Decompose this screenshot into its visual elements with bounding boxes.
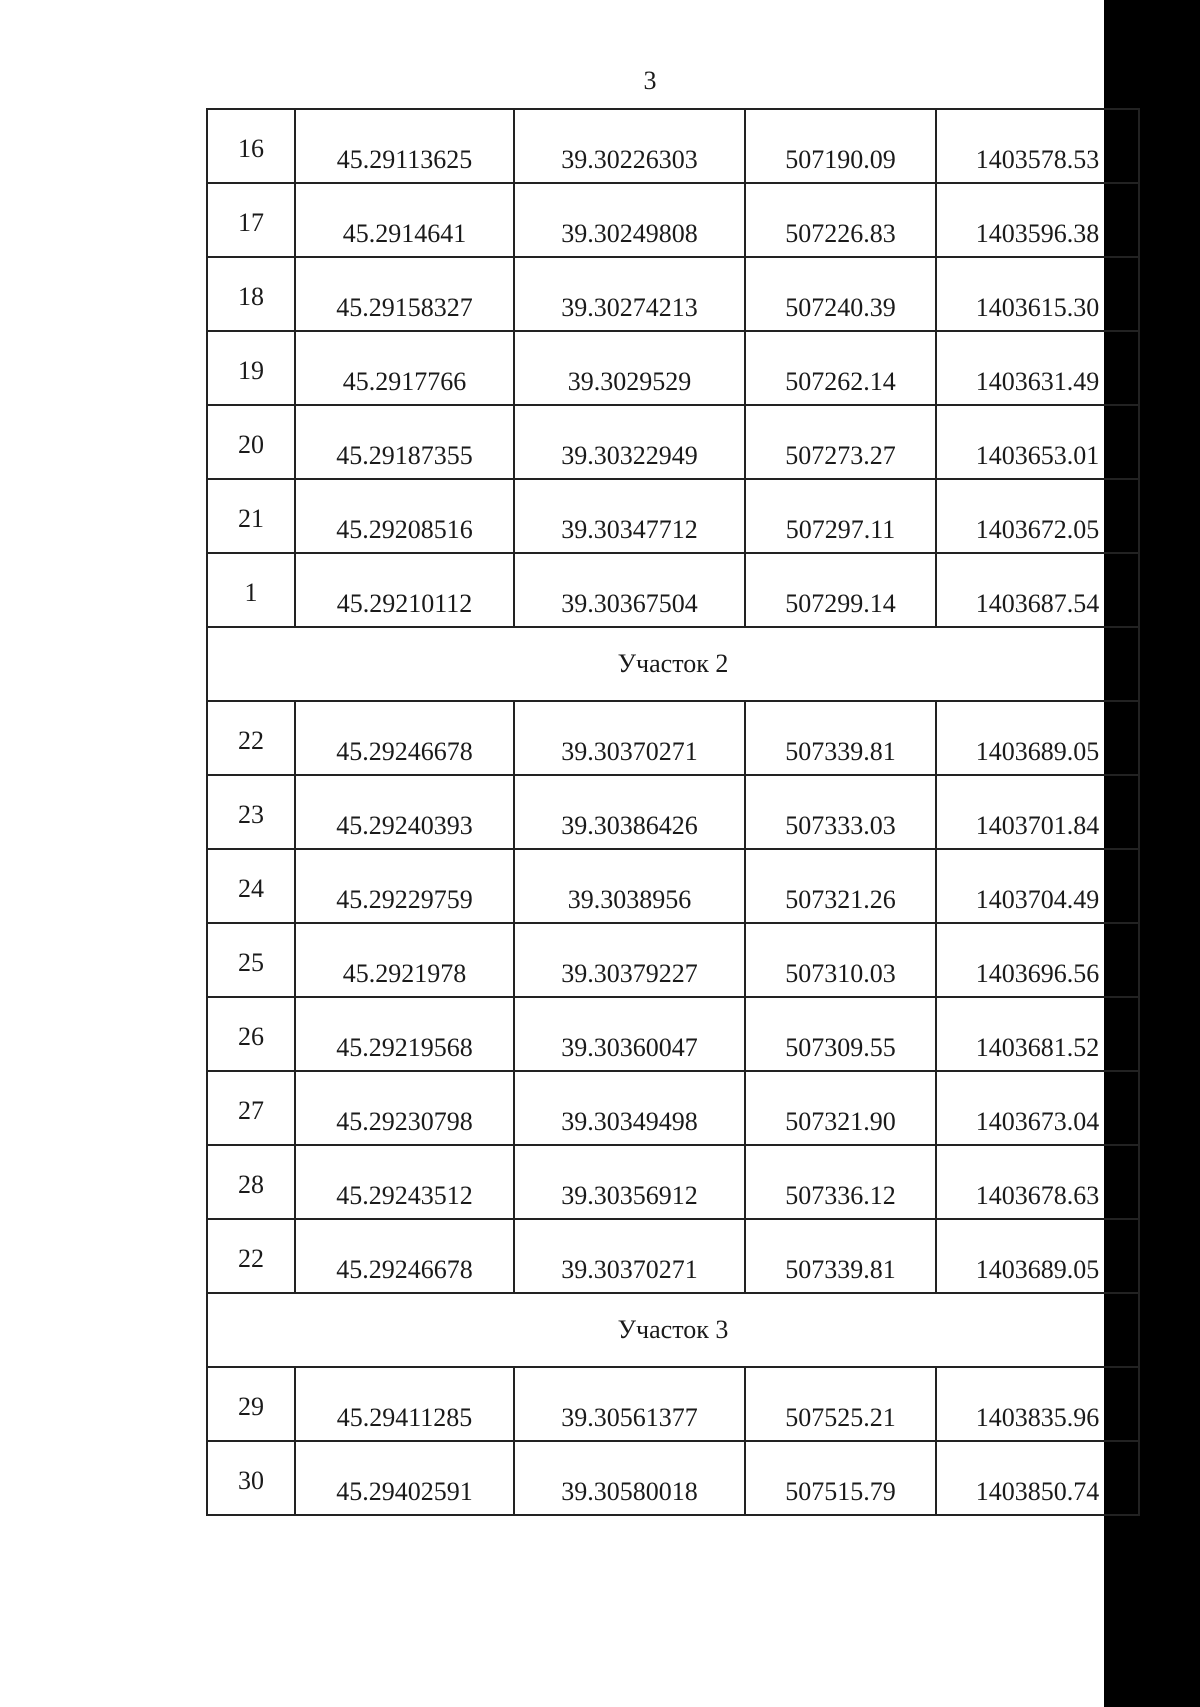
y-coordinate-cell bbox=[936, 701, 1139, 775]
x-coordinate-cell-text: 507321.26 bbox=[785, 885, 896, 914]
point-number bbox=[207, 923, 295, 997]
y-coordinate-cell bbox=[936, 405, 1139, 479]
point-number bbox=[207, 1071, 295, 1145]
x-coordinate-cell-text: 507310.03 bbox=[785, 959, 896, 988]
longitude-cell bbox=[514, 109, 745, 183]
x-coordinate-cell bbox=[745, 701, 936, 775]
latitude-cell bbox=[295, 109, 514, 183]
point-number-text: 18 bbox=[238, 282, 264, 311]
point-number-text: 21 bbox=[238, 504, 264, 533]
table-row bbox=[207, 923, 1139, 997]
longitude-cell-text: 39.30379227 bbox=[561, 959, 698, 988]
y-coordinate-cell-text: 1403653.01 bbox=[975, 441, 1100, 470]
table-row bbox=[207, 1441, 1139, 1515]
table-row bbox=[207, 183, 1139, 257]
y-coordinate-cell-text: 1403687.54 bbox=[975, 589, 1100, 618]
y-coordinate-cell-text: 1403596.38 bbox=[975, 219, 1100, 248]
longitude-cell bbox=[514, 183, 745, 257]
point-number-text: 19 bbox=[238, 356, 264, 385]
latitude-cell-text: 45.29158327 bbox=[336, 293, 473, 322]
longitude-cell bbox=[514, 923, 745, 997]
longitude-cell-text: 39.3029529 bbox=[567, 367, 692, 396]
longitude-cell bbox=[514, 997, 745, 1071]
point-number-text: 22 bbox=[238, 726, 264, 755]
y-coordinate-cell bbox=[936, 923, 1139, 997]
point-number bbox=[207, 775, 295, 849]
y-coordinate-cell-text: 1403701.84 bbox=[975, 811, 1100, 840]
point-number bbox=[207, 1441, 295, 1515]
table-row bbox=[207, 109, 1139, 183]
point-number-text: 26 bbox=[238, 1022, 264, 1051]
point-number bbox=[207, 1219, 295, 1293]
x-coordinate-cell bbox=[745, 1145, 936, 1219]
y-coordinate-cell-text: 1403678.63 bbox=[975, 1181, 1100, 1210]
table-row bbox=[207, 775, 1139, 849]
latitude-cell bbox=[295, 553, 514, 627]
table-row bbox=[207, 849, 1139, 923]
y-coordinate-cell-text: 1403672.05 bbox=[975, 515, 1100, 544]
latitude-cell bbox=[295, 1071, 514, 1145]
x-coordinate-cell-text: 507309.55 bbox=[785, 1033, 896, 1062]
x-coordinate-cell-text: 507339.81 bbox=[785, 737, 896, 766]
x-coordinate-cell bbox=[745, 405, 936, 479]
table-row bbox=[207, 257, 1139, 331]
longitude-cell bbox=[514, 775, 745, 849]
table-row bbox=[207, 331, 1139, 405]
longitude-cell-text: 39.30349498 bbox=[561, 1107, 698, 1136]
latitude-cell-text: 45.29229759 bbox=[336, 885, 473, 914]
point-number-text: 25 bbox=[238, 948, 264, 977]
y-coordinate-cell-text: 1403704.49 bbox=[975, 885, 1100, 914]
y-coordinate-cell bbox=[936, 553, 1139, 627]
longitude-cell-text: 39.30370271 bbox=[561, 737, 698, 766]
longitude-cell bbox=[514, 405, 745, 479]
point-number bbox=[207, 849, 295, 923]
x-coordinate-cell bbox=[745, 775, 936, 849]
x-coordinate-cell bbox=[745, 1367, 936, 1441]
latitude-cell-text: 45.29230798 bbox=[336, 1107, 473, 1136]
point-number-text: 1 bbox=[244, 578, 258, 607]
latitude-cell-text: 45.29243512 bbox=[336, 1181, 473, 1210]
latitude-cell-text: 45.29240393 bbox=[336, 811, 473, 840]
x-coordinate-cell bbox=[745, 479, 936, 553]
point-number-text: 20 bbox=[238, 430, 264, 459]
section-label: Участок 2 bbox=[207, 627, 1139, 701]
x-coordinate-cell-text: 507339.81 bbox=[785, 1255, 896, 1284]
y-coordinate-cell-text: 1403681.52 bbox=[975, 1033, 1100, 1062]
table-row bbox=[207, 405, 1139, 479]
point-number bbox=[207, 183, 295, 257]
longitude-cell bbox=[514, 1367, 745, 1441]
x-coordinate-cell bbox=[745, 1441, 936, 1515]
y-coordinate-cell-text: 1403835.96 bbox=[975, 1403, 1100, 1432]
point-number bbox=[207, 553, 295, 627]
point-number-text: 29 bbox=[238, 1392, 264, 1421]
point-number-text: 24 bbox=[238, 874, 264, 903]
x-coordinate-cell-text: 507336.12 bbox=[785, 1181, 896, 1210]
table-row bbox=[207, 479, 1139, 553]
table-row bbox=[207, 701, 1139, 775]
latitude-cell-text: 45.2921978 bbox=[342, 959, 467, 988]
x-coordinate-cell bbox=[745, 923, 936, 997]
latitude-cell bbox=[295, 1367, 514, 1441]
coordinates-table-body bbox=[207, 109, 1139, 1515]
y-coordinate-cell-text: 1403850.74 bbox=[975, 1477, 1100, 1506]
x-coordinate-cell bbox=[745, 997, 936, 1071]
point-number-text: 27 bbox=[238, 1096, 264, 1125]
latitude-cell-text: 45.29187355 bbox=[336, 441, 473, 470]
x-coordinate-cell-text: 507333.03 bbox=[785, 811, 896, 840]
latitude-cell-text: 45.2917766 bbox=[342, 367, 467, 396]
x-coordinate-cell-text: 507262.14 bbox=[785, 367, 896, 396]
latitude-cell-text: 45.29411285 bbox=[336, 1403, 473, 1432]
x-coordinate-cell-text: 507525.21 bbox=[785, 1403, 896, 1432]
longitude-cell bbox=[514, 849, 745, 923]
table-row bbox=[207, 1145, 1139, 1219]
latitude-cell-text: 45.29113625 bbox=[336, 145, 473, 174]
x-coordinate-cell bbox=[745, 331, 936, 405]
y-coordinate-cell bbox=[936, 1145, 1139, 1219]
x-coordinate-cell bbox=[745, 109, 936, 183]
point-number-text: 30 bbox=[238, 1466, 264, 1495]
latitude-cell-text: 45.29402591 bbox=[336, 1477, 473, 1506]
longitude-cell-text: 39.30347712 bbox=[561, 515, 698, 544]
longitude-cell bbox=[514, 553, 745, 627]
point-number bbox=[207, 997, 295, 1071]
y-coordinate-cell bbox=[936, 849, 1139, 923]
latitude-cell-text: 45.29219568 bbox=[336, 1033, 473, 1062]
y-coordinate-cell bbox=[936, 183, 1139, 257]
longitude-cell-text: 39.30226303 bbox=[561, 145, 698, 174]
longitude-cell bbox=[514, 1441, 745, 1515]
longitude-cell-text: 39.30561377 bbox=[561, 1403, 698, 1432]
table-row bbox=[207, 1367, 1139, 1441]
point-number-text: 28 bbox=[238, 1170, 264, 1199]
longitude-cell bbox=[514, 701, 745, 775]
x-coordinate-cell-text: 507190.09 bbox=[785, 145, 896, 174]
point-number bbox=[207, 331, 295, 405]
latitude-cell bbox=[295, 1145, 514, 1219]
latitude-cell-text: 45.29246678 bbox=[336, 1255, 473, 1284]
point-number-text: 22 bbox=[238, 1244, 264, 1273]
latitude-cell bbox=[295, 923, 514, 997]
x-coordinate-cell bbox=[745, 1071, 936, 1145]
latitude-cell-text: 45.2914641 bbox=[342, 219, 467, 248]
latitude-cell bbox=[295, 997, 514, 1071]
y-coordinate-cell-text: 1403689.05 bbox=[975, 1255, 1100, 1284]
point-number-text: 16 bbox=[238, 134, 264, 163]
longitude-cell bbox=[514, 331, 745, 405]
y-coordinate-cell bbox=[936, 1441, 1139, 1515]
longitude-cell-text: 39.30580018 bbox=[561, 1477, 698, 1506]
y-coordinate-cell bbox=[936, 775, 1139, 849]
x-coordinate-cell bbox=[745, 1219, 936, 1293]
latitude-cell bbox=[295, 775, 514, 849]
section-row bbox=[207, 627, 1139, 701]
page-number: 3 bbox=[643, 66, 657, 95]
latitude-cell bbox=[295, 331, 514, 405]
y-coordinate-cell bbox=[936, 479, 1139, 553]
latitude-cell bbox=[295, 257, 514, 331]
y-coordinate-cell bbox=[936, 997, 1139, 1071]
section-label: Участок 3 bbox=[207, 1293, 1139, 1367]
longitude-cell bbox=[514, 1219, 745, 1293]
point-number bbox=[207, 1145, 295, 1219]
x-coordinate-cell-text: 507240.39 bbox=[785, 293, 896, 322]
latitude-cell bbox=[295, 405, 514, 479]
point-number bbox=[207, 405, 295, 479]
x-coordinate-cell-text: 507515.79 bbox=[785, 1477, 896, 1506]
x-coordinate-cell bbox=[745, 849, 936, 923]
longitude-cell bbox=[514, 257, 745, 331]
y-coordinate-cell bbox=[936, 331, 1139, 405]
x-coordinate-cell-text: 507321.90 bbox=[785, 1107, 896, 1136]
y-coordinate-cell-text: 1403615.30 bbox=[975, 293, 1100, 322]
table-row bbox=[207, 1071, 1139, 1145]
point-number bbox=[207, 701, 295, 775]
section-row bbox=[207, 1293, 1139, 1367]
x-coordinate-cell bbox=[745, 257, 936, 331]
table-row bbox=[207, 1219, 1139, 1293]
point-number bbox=[207, 1367, 295, 1441]
latitude-cell bbox=[295, 1441, 514, 1515]
y-coordinate-cell bbox=[936, 1219, 1139, 1293]
longitude-cell-text: 39.30386426 bbox=[561, 811, 698, 840]
y-coordinate-cell-text: 1403578.53 bbox=[975, 145, 1100, 174]
longitude-cell-text: 39.30367504 bbox=[561, 589, 698, 618]
table-row bbox=[207, 997, 1139, 1071]
latitude-cell bbox=[295, 701, 514, 775]
latitude-cell bbox=[295, 849, 514, 923]
y-coordinate-cell bbox=[936, 257, 1139, 331]
longitude-cell-text: 39.30356912 bbox=[561, 1181, 698, 1210]
x-coordinate-cell-text: 507297.11 bbox=[785, 515, 896, 544]
longitude-cell-text: 39.30274213 bbox=[561, 293, 698, 322]
longitude-cell-text: 39.30370271 bbox=[561, 1255, 698, 1284]
coordinates-table bbox=[206, 108, 1140, 1516]
longitude-cell bbox=[514, 479, 745, 553]
longitude-cell bbox=[514, 1071, 745, 1145]
point-number-text: 23 bbox=[238, 800, 264, 829]
y-coordinate-cell bbox=[936, 1071, 1139, 1145]
point-number bbox=[207, 257, 295, 331]
x-coordinate-cell-text: 507226.83 bbox=[785, 219, 896, 248]
point-number-text: 17 bbox=[238, 208, 264, 237]
longitude-cell-text: 39.30360047 bbox=[561, 1033, 698, 1062]
longitude-cell bbox=[514, 1145, 745, 1219]
y-coordinate-cell bbox=[936, 109, 1139, 183]
x-coordinate-cell-text: 507299.14 bbox=[785, 589, 896, 618]
table-row bbox=[207, 553, 1139, 627]
latitude-cell-text: 45.29246678 bbox=[336, 737, 473, 766]
latitude-cell bbox=[295, 183, 514, 257]
x-coordinate-cell-text: 507273.27 bbox=[785, 441, 896, 470]
longitude-cell-text: 39.3038956 bbox=[567, 885, 692, 914]
x-coordinate-cell bbox=[745, 183, 936, 257]
y-coordinate-cell bbox=[936, 1367, 1139, 1441]
y-coordinate-cell-text: 1403689.05 bbox=[975, 737, 1100, 766]
longitude-cell-text: 39.30249808 bbox=[561, 219, 698, 248]
latitude-cell bbox=[295, 1219, 514, 1293]
point-number bbox=[207, 109, 295, 183]
latitude-cell-text: 45.29208516 bbox=[336, 515, 473, 544]
y-coordinate-cell-text: 1403696.56 bbox=[975, 959, 1100, 988]
y-coordinate-cell-text: 1403631.49 bbox=[975, 367, 1100, 396]
y-coordinate-cell-text: 1403673.04 bbox=[975, 1107, 1100, 1136]
x-coordinate-cell bbox=[745, 553, 936, 627]
latitude-cell-text: 45.29210112 bbox=[336, 589, 473, 618]
longitude-cell-text: 39.30322949 bbox=[561, 441, 698, 470]
point-number bbox=[207, 479, 295, 553]
latitude-cell bbox=[295, 479, 514, 553]
